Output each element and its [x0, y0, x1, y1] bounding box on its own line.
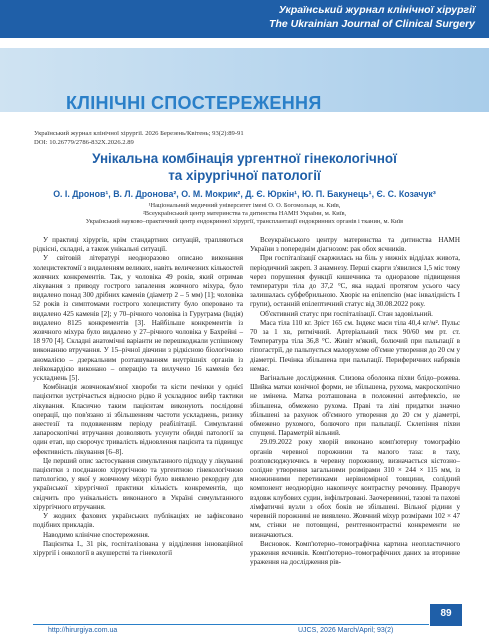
- footer-divider: [33, 624, 429, 625]
- citation: [34, 129, 244, 147]
- paragraph: Висновок. Комп'ютерно–томографічна картина неопластичного ураження яєчників. Комп'ютерно–томографічних даних за вторинне ураження на дослідження рів-: [250, 539, 460, 567]
- journal-title-ua: Український журнал клінічної хірургії: [278, 4, 475, 16]
- paragraph: У практиці хірургів, крім стандартних ситуацій, трапляються рідкісні, складні, а також унікальні ситуації.: [33, 236, 243, 254]
- paragraph: Об'єктивний статус при госпіталізації. Стан задовільний.: [260, 309, 433, 318]
- authors: О. І. Дронов¹, В. Л. Дронова², О. М. Мокрик², Д. Є. Юркін¹, Ю. П. Бакунець¹, Є. С. Козачук³: [53, 189, 436, 199]
- paragraph: 29.09.2022 року хворій виконано комп'ютерну томографію органів черевної порожнини та малого таза: в таху, розповсюджуючись в черевну порожнину, визначається кістозно–солідне утворення загальними розмірами 310 × 244 × 115 мм, із множинними перетинками нерівномірної товщини, солідний компонент неоднорідно накопичує контрастну речовину. Праворуч вздовж клубових судин, інфільтровані. Заочеревинні, тазові та пахові лімфатичні вузли з обох боків не збільшені. Вільної рідини у черевній порожнині не виявлено. Жовчний міхур розмірами 102 × 47 мм, стінки не потовщені, рентгенконтрастні конкременти не визначаються.: [250, 438, 460, 539]
- article-title-line: Унікальна комбінація ургентної гінекологічної: [92, 151, 397, 166]
- right-column: [250, 236, 460, 567]
- paragraph: Вагінальне дослідження. Слизова оболонка піхви блідо–рожева. Шийка матки конічної форми, не збільшена, рухома, макроскопічно не змінена. Матка розташована в положенні антефлексіо, не збільшена, обмежено рухома. Праві та ліві придатки значно збільшені за рахунок об'ємного утворення до 20 см у діаметрі, обмежено рухомого, болючого при пальпації. Склепіння піхви спущені. Параметрій вільний.: [250, 374, 460, 438]
- affiliation: ¹Національний медичний університет імені О. О. Богомольця, м. Київ,: [148, 202, 341, 209]
- paragraph: При госпіталізації скаржилась на біль у нижніх відділах живота, періодичний закреп. З анамнезу. Перші скарги з'явилися 1,5 міс тому через порушення функції кишечника та одноразове підвищення температури тіла до 37,2 °С, яка надалі протягом усього часу залишалась субфебрильною. Хворіє на епілепсію (має інвалідність І групи), останній епілептичний статус від 30.08.2022 року.: [250, 254, 460, 309]
- citation-line: Український журнал клінічної хірургії. 2026 Березень/Квітень; 93(2):89-91: [34, 130, 244, 137]
- article-title-line: та хірургічної патології: [168, 168, 321, 183]
- affiliations: [0, 202, 489, 227]
- affiliation: Український науково–практичний центр ендокринної хірургії, трансплантації ендокринних органів і тканин, м. Київ: [85, 218, 404, 226]
- paragraph: Наводимо клінічне спостереження.: [43, 530, 150, 539]
- affiliation: ²Всеукраїнський центр материнства та дитинства НАМН України, м. Київ,: [142, 210, 347, 218]
- article-title: [0, 150, 489, 184]
- paragraph: Маса тіла 110 кг. Зріст 165 см. Індекс маси тіла 40,4 кг/м². Пульс 70 за 1 хв, ритмічний. Артеріальний тиск 90/60 мм рт. ст. Температура тіла 36,8 °С. Живіт м'який, болючий при пальпації в гіпогастрії, де пальпується малорухоме об'ємне утворення до 20 см у діаметрі. Печінка збільшена при пальпації. Периферичних набряків немає.: [250, 318, 460, 373]
- left-column: [33, 236, 243, 558]
- paragraph: Пацієнтка І., 31 рік, госпіталізована у відділення інноваційної хірургії і онкології в акушерстві та гінекології: [33, 539, 243, 557]
- doi-line: DOI: 10.26779/2786-832X.2026.2.89: [34, 139, 134, 146]
- journal-title-en: The Ukrainian Journal of Clinical Surgery: [269, 18, 475, 30]
- paragraph: Комбінація жовчнокам'яної хвороби та кісти печінки у однієї пацієнтки зустрічається відносно рідко й ускладнює вибір тактики лікування. Класично таким пацієнтам виконують послідовні операції, що пов'язано зі збільшенням частоти ускладнень, ризику анестезії та подовженням періоду реабілітації. Симультанні лапароскопічні втручання дозволяють усунути обидві патології за один етап, що скорочує тривалість відновлення пацієнта та підвищує ефективність лікування [6–8].: [33, 383, 243, 456]
- footer-url-link[interactable]: http://hirurgiya.com.ua: [48, 627, 118, 634]
- paragraph: У жодних фахових українських публікаціях не зафіксовано подібних прикладів.: [33, 512, 243, 530]
- page-number: 89: [440, 608, 452, 619]
- section-title: КЛІНІЧНІ СПОСТЕРЕЖЕННЯ: [66, 93, 322, 113]
- footer-journal-issue: UJCS, 2026 March/April; 93(2): [298, 627, 394, 634]
- paragraph: Всеукраїнського центру материнства та дитинства НАМН України з попереднім діагнозом: рак обох яєчників.: [250, 236, 460, 254]
- paragraph: Це перший опис застосування симультанного підходу у лікуванні пацієнтки з поєднаною хірургічною та ургентною гінекологічною патологією, у якої у жовчному міхурі було виявлено рекордну для української хірургічної практики кількість конкрементів, що свідчить про унікальність виконаного в Україні симультанного хірургічного втручання.: [33, 456, 243, 511]
- paragraph: У світовій літературі неодноразово описано виконання холецистектомії з видаленням великих, навіть величезних кількостей жовчних конкрементів. Так, у чоловіка 49 років, який отримав лікування з приводу гострого запалення жовчного міхура, було видалено понад 300 дрібних каменів (діаметр 2 – 5 мм) [1]; чоловіка 52 років із симптомами гострого холециститу було оперовано та видалено 425 каменів [2]; у 70–річного чоловіка із Гуруграма (Індія) видалено 8125 конкрементів [3]. Найбільше конкрементів із жовчного міхура було видалено у 27–річного чоловіка у Бахрейні – 18 970 [4]. Складні анатомічні варіанти не перешкоджали успішному виконанню втручання. У 15–річної дівчини з рідкісною біологічною аномалією – дзеркальним розташуванням внутрішніх органів із лейкокардією виконано – операцію та вилучено 16 каменів без ускладнень [5].: [33, 254, 243, 383]
